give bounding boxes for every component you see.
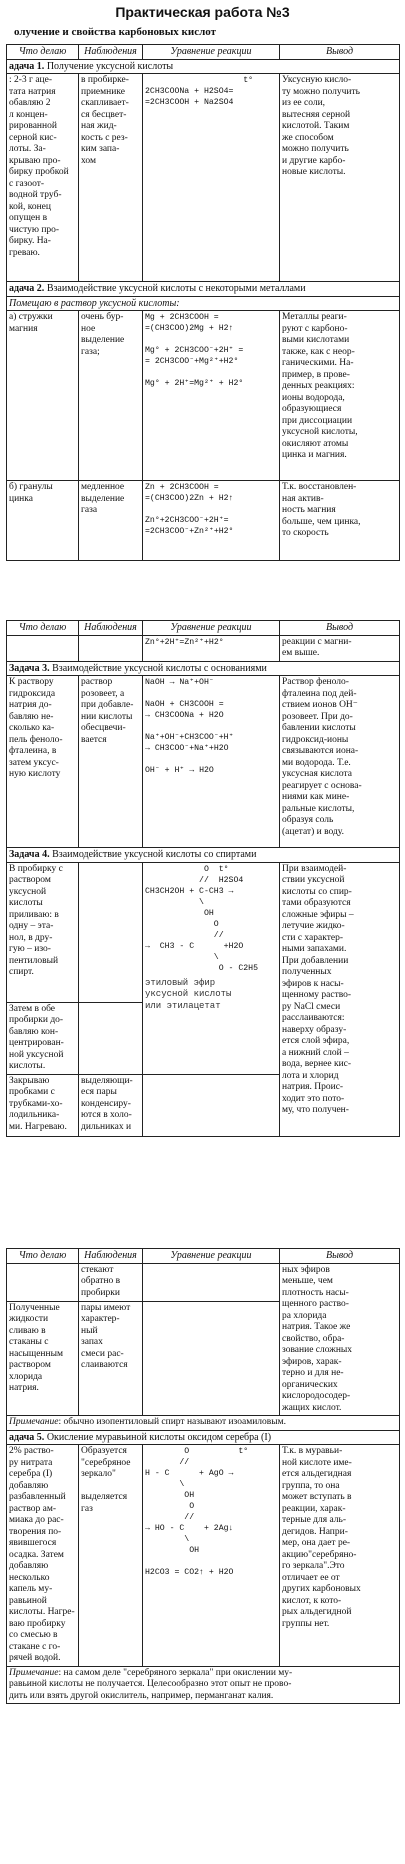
task4-equation: O t° // H2SO4 CH3CH2OH + C-CH3 → \ OH O // → CH3 - C +H2O \ O - C2H5 [145,864,259,973]
task3-conclusion: Раствор феноло- фталеина под дей- ствием ионов OH⁻ розовеет. При до- бавлении кислоты гидроксид-ионы связываются иона- ми водорода. Т.е. уксусная кислота реагирует с основа- ниями как мине- ральные кислоты, образуя соль (ацетат) и воду. [280,676,400,848]
table-header-row-2 [7,621,400,636]
task2b-do: б) гранулы цинка [7,481,79,561]
task4-cont-do-2: Полученные жидкости сливаю в стаканы с насыщенным раствором хлорида натрия. [7,1301,79,1415]
task3-number: Задача 3. [9,662,50,674]
header-eq: Уравнение реакции [143,45,280,60]
task4-heading-row [7,848,400,863]
header-eq-2: Уравнение реакции [143,621,280,636]
task4-equation-note: этиловый эфир уксусной кислоты или этилацетат [145,977,232,1011]
task4-conclusion: При взаимодей- ствии уксусной кислоты со спир- тами образуются сложные эфиры – летучие жидко- сти с характер- ными запахами. При добавлении полученных эфиров к насы- щенному раство- ру NaCl смеси расслаиваются: наверху образу- ется слой эфира, а нижний слой – вода, вернее кис- лота и хлорид натрия. Проис- ходит это пото- му, что получен- [280,862,400,1136]
table-header-row [7,45,400,60]
task2b-equation: Zn + 2CH3COOH = =(CH3COO)2Zn + H2↑ Zn°+2CH3COO⁻+2H⁺= =2CH3COO⁻+Zn²⁺+H2° [143,481,280,561]
task5-note-text: : на самом деле "серебряного зеркала" при окислении му- равьиной кислоты не получается. Целесообразно этот опыт не прово- дить или взять другой окислитель, например, перманганат калия. [9,1667,293,1701]
task4-row-1 [7,862,400,1002]
header-concl-2: Вывод [280,621,400,636]
task2a-equation: Mg + 2CH3COOH = =(CH3COO)2Mg + H2↑ Mg° + 2CH3COO⁻+2H⁺ = = 2CH3COO⁻+Mg²⁺+H2° Mg° + 2H⁺=Mg²⁺ + H2° [143,311,280,481]
task1-heading-row [7,59,400,74]
task4-cont-obs-1: стекают обратно в пробирки [79,1263,143,1301]
task2b-obs: медленное выделение газа [79,481,143,561]
task4-obs-3: выделяющи- еся пары конденсиру- ются в холо- дильниках и [79,1074,143,1136]
task1-conclusion: Уксусную кисло- ту можно получить из ее соли, вытесняя серной кислотой. Таким же способом можно получить и другие карбо- новые кислоты. [280,74,400,282]
task4-do-2: Затем в обе пробирки до- бавляю кон- центрирован- ной уксусной кислоты. [7,1002,79,1074]
table-header-row-3 [7,1249,400,1264]
task4-do-1: В пробирку с раствором уксусной кислоты приливаю: в одну – эта- нол, в дру- гую – изо- пентиловый спирт. [7,862,79,1002]
task3-title: Взаимодействие уксусной кислоты с основаниями [52,662,267,674]
task2a-conclusion: Металлы реаги- руют с карбоно- выми кислотами также, как с неор- ганическими. На- пример, в прове- денных реакциях: ионы водорода, образующиеся при диссоциации уксусной кислоты, окисляют атомы цинка и магния. [280,311,400,481]
header-do-2: Что делаю [7,621,79,636]
task4-cont-conclusion: ных эфиров меньше, чем плотность насы- щенного раство- ра хлорида натрия. Такое же свойство, обра- зование сложных эфиров, харак- терно и для не- органических кислородосодер- жащих кислот. [280,1263,400,1416]
task1-title: Получение уксусной кислоты [46,60,174,72]
header-do: Что делаю [7,45,79,60]
task2-cont-row [7,635,400,661]
task4-note-row [7,1416,400,1431]
task3-obs: раствор розовеет, а при добавле- нии кислоты обесцвечи- вается [79,676,143,848]
task4-cont-obs-2: пары имеют характер- ный запах смеси рас- слаиваются [79,1301,143,1415]
header-obs: Наблюдения [79,45,143,60]
task4-cont-row-1 [7,1263,400,1301]
task5-number: адача 5. [9,1431,45,1443]
task2-sub-row [7,296,400,311]
task3-equation: NaOH → Na⁺+OH⁻ NaOH + CH3COOH = → CH3COONa + H2O Na⁺+OH⁻+CH3COO⁻+H⁺ → CH3COO⁻+Na⁺+H2O OH⁻ + H⁺ → H2O [143,676,280,848]
task4-title: Взаимодействие уксусной кислоты со спиртами [52,849,257,860]
task2-number: адача 2. [9,283,45,294]
task3-row [7,676,400,848]
page-title: Практическая работа №3 [115,4,290,20]
task2-title: Взаимодействие уксусной кислоты с некоторыми металлами [46,283,306,294]
task3-do: К раствору гидроксида натрия до- бавляю не- сколько ка- пель феноло- фталеина, в затем уксус- ную кислоту [7,676,79,848]
task2-heading-row [7,282,400,297]
page-subtitle: олучение и свойства карбоновых кислот [14,26,217,38]
task2a-do: а) стружки магния [7,311,79,481]
task2-row-b [7,481,400,561]
task2a-obs: очень бур- ное выделение газа; [79,311,143,481]
header-concl: Вывод [280,45,400,60]
task5-heading-row [7,1430,400,1445]
table-block-3 [6,1248,399,1704]
task4-note-label: Примечание [9,1417,59,1427]
task5-note-row [7,1666,400,1704]
task2-cont-conclusion: реакции с магни- ем выше. [280,635,400,661]
task2-row-a [7,311,400,481]
header-concl-3: Вывод [280,1249,400,1264]
task5-note-label: Примечание [9,1667,59,1678]
task2-cont-equation: Zn°+2H⁺=Zn²⁺+H2° [143,635,280,661]
task5-equation: O t° // H - C + AgO → \ OH O // → HO - C + 2Ag↓ \ OH H2CO3 = CO2↑ + H2O [143,1445,280,1667]
task5-obs: Образуется "серебряное зеркало" выделяется газ [79,1445,143,1667]
task1-number: адача 1. [9,60,45,72]
header-obs-2: Наблюдения [79,621,143,636]
task1-do: : 2-3 г аце- тата натрия обавляю 2 л концен- рированной серной кис- лоты. За- крываю про- бирку пробкой с газоот- водной труб- кой, конец опущен в чистую про- бирку. На- греваю. [7,74,79,282]
task5-row [7,1445,400,1667]
task2-subheading: Помещаю в раствор уксусной кислоты: [7,296,400,311]
header-do-3: Что делаю [7,1249,79,1264]
task5-title: Окисление муравьиной кислоты оксидом серебра (I) [46,1431,272,1443]
header-obs-3: Наблюдения [79,1249,143,1264]
task4-note-text: : обычно изопентиловый спирт называют изоамиловым. [58,1417,287,1427]
task2b-conclusion: Т.к. восстановлен- ная актив- ность магния больше, чем цинка, то скорость [280,481,400,561]
task3-heading-row [7,661,400,676]
task4-do-3: Закрываю пробками с трубками-хо- лодильника- ми. Нагреваю. [7,1074,79,1136]
task1-obs: в пробирке- приемнике скапливает- ся бесцвет- ная жид- кость с рез- ким запа- хом [79,74,143,282]
task4-number: Задача 4. [9,849,50,860]
task1-equation: t° 2CH3COONa + H2SO4= =2CH3COOH + Na2SO4 [143,74,280,282]
table-block-1 [6,44,399,561]
task1-row [7,74,400,282]
task5-do: 2% раство- ру нитрата серебра (I) добавляю разбавленный раствор ам- миака до рас- творения по- явившегося осадка. Затем добавляю несколько капель му- равьиной кислоты. Нагре- ваю пробирку со смесью в стакане с го- рячей водой. [7,1445,79,1667]
task5-conclusion: Т.к. в муравьи- ной кислоте име- ется альдегидная группа, то она может вступать в реакции, харак- терные для аль- дегидов. Напри- мер, она дает ре- акцию"серебряно- го зеркала".Это отличает ее от других карбоновых кислот, к кото- рых альдегидной группы нет. [280,1445,400,1667]
header-eq-3: Уравнение реакции [143,1249,280,1264]
table-block-2 [6,620,399,1137]
